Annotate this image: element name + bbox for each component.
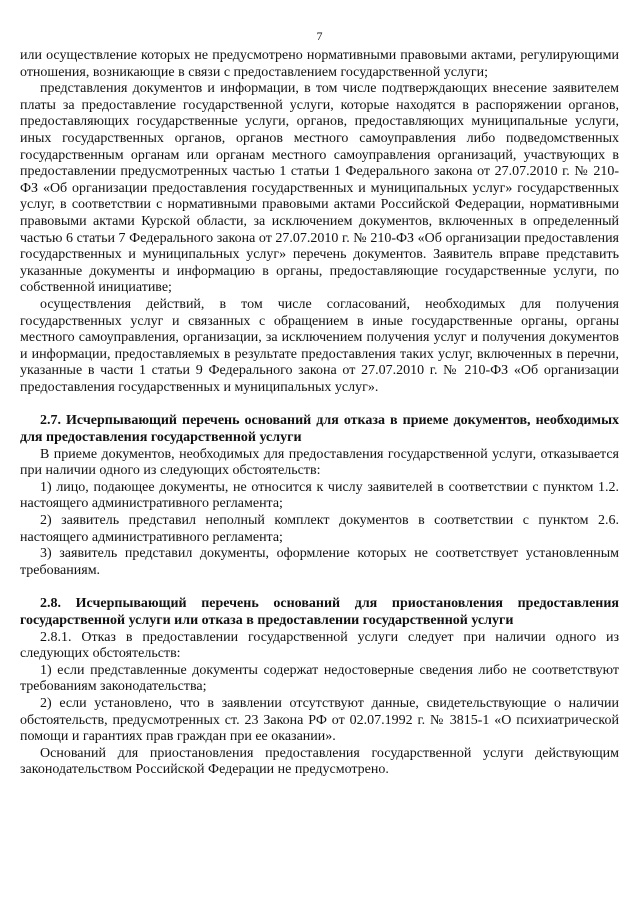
paragraph-documents-information: представления документов и информации, в том числе подтверждающих внесение заявителем платы за предоставление государственной услуги, которые находятся в распоряжении органов, предоставляющих государственные услуги, органов, предоставляющих муниципальные услуги, иных государственных органов, органов местного самоуправления либо подведомственных государственным органам или органам местного самоуправления организаций, участвующих в предоставлении предусмотренных частью 1 статьи 1 Федерального закона от 27.07.2010 г. № 210-ФЗ «Об организации предоставления государственных и муниципальных услуг» государственных услуг, в соответствии с нормативными правовыми актами Российской Федерации, нормативными правовыми актами Курской области, за исключением документов, включенных в определенный частью 6 статьи 7 Федерального закона от 27.07.2010 г. № 210-ФЗ «Об организации предоставления государственных и муниципальных услуг» перечень документов. Заявитель вправе представить указанные документы и информацию в органы, предоставляющие государственные услуги, по собственной инициативе; [20, 81, 619, 296]
section-2-8-1-intro: 2.8.1. Отказ в предоставлении государственной услуги следует при наличии одного из следующих обстоятельств: [20, 629, 619, 662]
section-2-8-heading: 2.8. Исчерпывающий перечень оснований для приостановления предоставления государственной услуги или отказа в предоставлении государственной услуги [20, 596, 619, 628]
section-2-7-item-1: 1) лицо, подающее документы, не относится к числу заявителей в соответствии с пунктом 1.2. настоящего административного регламента; [20, 479, 619, 512]
section-2-8-item-1: 1) если представленные документы содержат недостоверные сведения либо не соответствуют требованиям законодательства; [20, 662, 619, 695]
page-number: 7 [316, 29, 323, 43]
section-2-8-item-2: 2) если установлено, что в заявлении отсутствуют данные, свидетельствующие о наличии обстоятельств, предусмотренных ст. 23 Закона РФ от 02.07.1992 г. № 3815-1 «О психиатрической помощи и гарантиях прав граждан при ее оказании». [20, 695, 619, 745]
paragraph-actions-approvals: осуществления действий, в том числе согласований, необходимых для получения государственных услуг и связанных с обращением в иные государственные органы, органы местного самоуправления, организации, за исключением получения услуг и получения документов и информации, предоставляемых в результате предоставления таких услуг, включенных в перечни, указанные в части 1 статьи 9 Федерального закона от 27.07.2010 г. № 210-ФЗ «Об организации предоставления государственных и муниципальных услуг». [20, 296, 619, 395]
section-2-7-intro: В приеме документов, необходимых для предоставления государственной услуги, отказывается при наличии одного из следующих обстоятельств: [20, 446, 619, 479]
section-2-7-heading: 2.7. Исчерпывающий перечень оснований для отказа в приеме документов, необходимых для предоставления государственной услуги [20, 413, 619, 446]
section-2-7-item-3: 3) заявитель представил документы, оформление которых не соответствует установленным требованиям. [20, 546, 619, 578]
paragraph-continuation: или осуществление которых не предусмотрено нормативными правовыми актами, регулирующими отношения, возникающие в связи с предоставлением государственной услуги; [20, 48, 619, 80]
section-2-7-item-2: 2) заявитель представил неполный комплект документов в соответствии с пунктом 2.6. настоящего административного регламента; [20, 513, 619, 545]
section-2-8-closing: Оснований для приостановления предоставления государственной услуги действующим законодательством Российской Федерации не предусмотрено. [20, 745, 619, 778]
